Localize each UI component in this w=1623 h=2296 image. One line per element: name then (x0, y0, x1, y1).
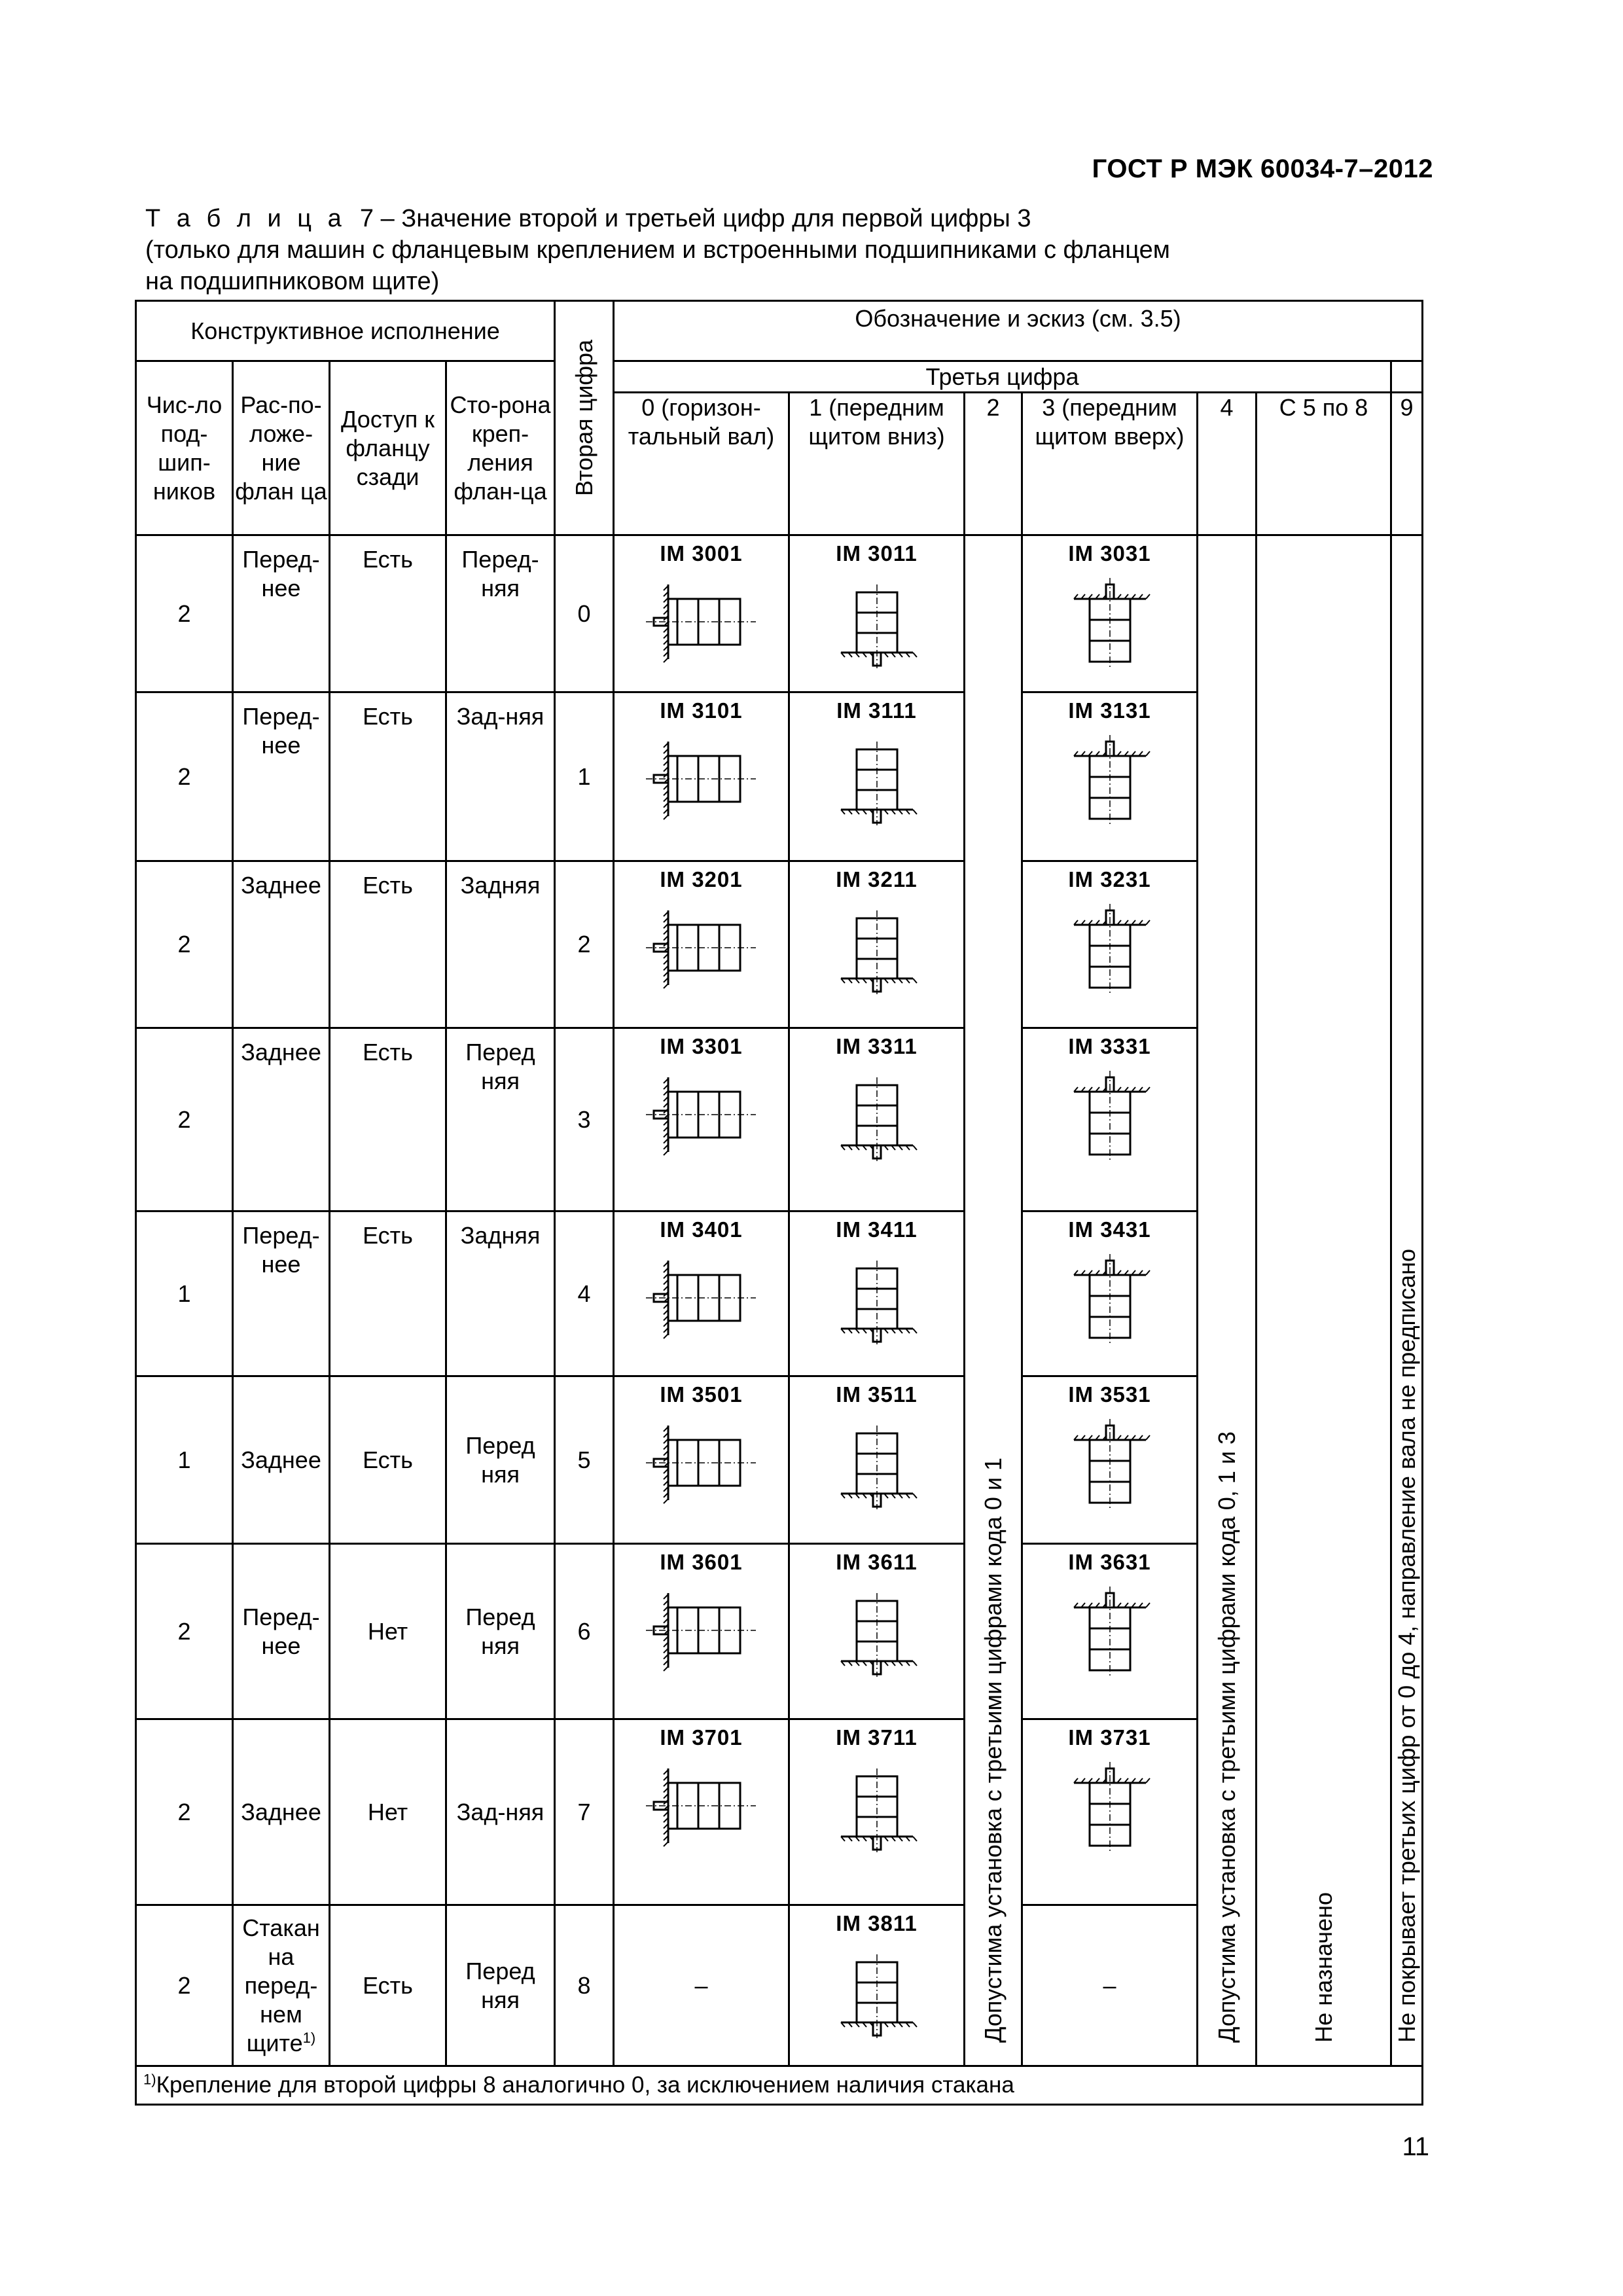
second-digit-cell: 3 (555, 1028, 614, 1211)
mounting-table (135, 300, 1423, 2106)
header-second-digit: Вторая цифра (555, 301, 614, 535)
vertical-flange-up-sketch-icon (1048, 1249, 1172, 1347)
page-number: 11 (1402, 2132, 1429, 2161)
vertical-flange-up-sketch-icon (1048, 1414, 1172, 1512)
vertical-flange-up-sketch-icon (1048, 1581, 1172, 1679)
designation-code: IM 3611 (836, 1550, 918, 1574)
fixing-side-cell: Задняя (446, 1211, 555, 1376)
designation-code: IM 3411 (836, 1217, 918, 1242)
horizontal-motor-sketch-icon (639, 899, 764, 997)
horizontal-motor-sketch-icon (639, 1757, 764, 1855)
designation-code: IM 3331 (1068, 1034, 1151, 1058)
sketch-cell-c3 (1022, 692, 1198, 861)
merged-col9 (1391, 535, 1423, 2066)
merged-col5to8 (1257, 535, 1391, 2066)
bearings-cell: 2 (136, 1544, 233, 1719)
sketch-cell-c3 (1022, 1211, 1198, 1376)
designation-code: IM 3531 (1068, 1382, 1151, 1407)
vertical-flange-down-sketch-icon (815, 899, 939, 997)
bearings-cell: 2 (136, 692, 233, 861)
flange-text: Заднее (241, 872, 321, 899)
sketch-cell-c3 (1022, 1028, 1198, 1211)
designation-code: IM 3511 (836, 1382, 918, 1407)
bearings-cell: 2 (136, 535, 233, 692)
header-third-digit: Третья цифра (614, 361, 1391, 393)
designation-code: IM 3631 (1068, 1550, 1151, 1574)
merged-col2 (965, 535, 1022, 2066)
header-col1: 1 (передним щитом вниз) (789, 393, 965, 535)
designation-code: IM 3131 (1068, 698, 1151, 723)
vertical-flange-up-sketch-icon (1048, 1066, 1172, 1164)
flange-text: Заднее (241, 1798, 321, 1825)
designation-code: IM 3101 (660, 698, 743, 723)
header-bearings: Чис-ло под-шип-ников (136, 361, 233, 535)
vertical-flange-down-sketch-icon (815, 1943, 939, 2041)
second-digit-cell: 8 (555, 1905, 614, 2066)
vertical-flange-up-sketch-icon (1048, 730, 1172, 828)
access-cell: Есть (330, 535, 446, 692)
sketch-cell-c1 (789, 1544, 965, 1719)
sketch-cell-c1 (789, 692, 965, 861)
designation-code: IM 3601 (660, 1550, 743, 1574)
sketch-cell-c3 (1022, 1719, 1198, 1905)
fixing-side-cell: Зад-няя (446, 1719, 555, 1905)
vertical-flange-down-sketch-icon (815, 1581, 939, 1679)
sketch-cell-c0 (614, 1719, 789, 1905)
horizontal-motor-sketch-icon (639, 730, 764, 828)
caption-subtitle-1: (только для машин с фланцевым креплением и встроенными подшипниками с фланцем (145, 236, 1170, 264)
merged-col9-text: Не покрывает третьих цифр от 0 до 4, направление вала не предписано (1393, 1249, 1420, 2043)
designation-code: IM 3401 (660, 1217, 743, 1242)
vertical-flange-down-sketch-icon (815, 1249, 939, 1347)
merged-col5to8-text: Не назначено (1310, 1892, 1337, 2043)
designation-code: IM 3731 (1068, 1725, 1151, 1749)
flange-cell (233, 1719, 330, 1905)
horizontal-motor-sketch-icon (639, 1581, 764, 1679)
horizontal-motor-sketch-icon (639, 1249, 764, 1347)
sketch-cell-c0: – (614, 1905, 789, 2066)
sketch-cell-c0 (614, 692, 789, 861)
sketch-cell-c3 (1022, 1544, 1198, 1719)
bearings-cell: 2 (136, 1905, 233, 2066)
sketch-cell-c3: – (1022, 1905, 1198, 2066)
header-col0: 0 (горизон-тальный вал) (614, 393, 789, 535)
fixing-side-cell: Перед-няя (446, 535, 555, 692)
second-digit-cell: 1 (555, 692, 614, 861)
flange-text: Перед-нее (242, 703, 320, 759)
second-digit-cell: 5 (555, 1376, 614, 1544)
vertical-flange-down-sketch-icon (815, 573, 939, 671)
table-row (136, 535, 1423, 692)
sketch-cell-c1 (789, 1028, 965, 1211)
access-cell: Нет (330, 1544, 446, 1719)
header-col9: 9 (1391, 393, 1423, 535)
standard-number: ГОСТ Р МЭК 60034-7–2012 (1092, 154, 1433, 183)
access-cell: Есть (330, 861, 446, 1028)
header-col3: 3 (передним щитом вверх) (1022, 393, 1198, 535)
vertical-flange-down-sketch-icon (815, 1066, 939, 1164)
sketch-cell-c0 (614, 1544, 789, 1719)
flange-cell (233, 1211, 330, 1376)
horizontal-motor-sketch-icon (639, 1414, 764, 1512)
designation-code: IM 3231 (1068, 867, 1151, 891)
designation-code: IM 3211 (836, 867, 918, 891)
designation-code: IM 3311 (836, 1034, 918, 1058)
flange-text: Перед-нее (242, 1222, 320, 1278)
designation-code: IM 3031 (1068, 541, 1151, 565)
sketch-cell-c1 (789, 1905, 965, 2066)
fixing-side-cell: Перед няя (446, 1905, 555, 2066)
sketch-cell-c3 (1022, 1376, 1198, 1544)
bearings-cell: 1 (136, 1376, 233, 1544)
fixing-side-cell: Задняя (446, 861, 555, 1028)
flange-cell (233, 861, 330, 1028)
sketch-cell-c0 (614, 1211, 789, 1376)
header-rear-access: Доступ к фланцу сзади (330, 361, 446, 535)
flange-text: Перед-нее (242, 546, 320, 601)
designation-code: IM 3201 (660, 867, 743, 891)
sketch-cell-c0 (614, 861, 789, 1028)
header-col4: 4 (1198, 393, 1257, 535)
fixing-side-cell: Перед няя (446, 1544, 555, 1719)
sketch-cell-c1 (789, 861, 965, 1028)
designation-code: IM 3501 (660, 1382, 743, 1407)
fixing-side-cell: Перед няя (446, 1028, 555, 1211)
second-digit-cell: 4 (555, 1211, 614, 1376)
access-cell: Есть (330, 1376, 446, 1544)
bearings-cell: 2 (136, 1719, 233, 1905)
second-digit-cell: 7 (555, 1719, 614, 1905)
sketch-cell-c3 (1022, 861, 1198, 1028)
second-digit-cell: 2 (555, 861, 614, 1028)
flange-cell (233, 1376, 330, 1544)
header-col2: 2 (965, 393, 1022, 535)
header-spacer (1391, 361, 1423, 393)
sketch-cell-c1 (789, 535, 965, 692)
flange-cell (233, 1544, 330, 1719)
designation-code: IM 3431 (1068, 1217, 1151, 1242)
designation-code: IM 3011 (836, 541, 918, 565)
sketch-cell-c0 (614, 1028, 789, 1211)
footnote-mark: 1) (302, 2029, 316, 2046)
flange-cell (233, 692, 330, 861)
flange-text: Стакан на перед-нем щите (242, 1914, 320, 2056)
header-fixing-side: Сто-рона креп-ления флан-ца (446, 361, 555, 535)
vertical-flange-down-sketch-icon (815, 730, 939, 828)
designation-code: IM 3301 (660, 1034, 743, 1058)
access-cell: Есть (330, 1028, 446, 1211)
vertical-flange-up-sketch-icon (1048, 1757, 1172, 1855)
flange-cell (233, 1028, 330, 1211)
table-footnote: $^{1)}$Крепление для второй цифры 8 аналогично 0, за исключением наличия стакана (136, 2066, 1423, 2105)
designation-code: IM 3711 (836, 1725, 918, 1749)
designation-code: IM 3001 (660, 541, 743, 565)
vertical-flange-up-sketch-icon (1048, 573, 1172, 671)
table-body (136, 535, 1423, 2066)
fixing-side-cell: Зад-няя (446, 692, 555, 861)
sketch-cell-c1 (789, 1719, 965, 1905)
horizontal-motor-sketch-icon (639, 1066, 764, 1164)
flange-cell (233, 1905, 330, 2066)
header-col5to8: С 5 по 8 (1257, 393, 1391, 535)
second-digit-cell: 0 (555, 535, 614, 692)
caption-subtitle-2: на подшипниковом щите) (145, 268, 440, 295)
bearings-cell: 1 (136, 1211, 233, 1376)
vertical-flange-up-sketch-icon (1048, 899, 1172, 997)
access-cell: Есть (330, 1905, 446, 2066)
vertical-flange-down-sketch-icon (815, 1414, 939, 1512)
access-cell: Есть (330, 1211, 446, 1376)
access-cell: Нет (330, 1719, 446, 1905)
designation-code: IM 3111 (836, 698, 917, 723)
flange-text: Перед-нее (242, 1603, 320, 1659)
header-design-group: Конструктивное исполнение (136, 301, 555, 361)
sketch-cell-c1 (789, 1211, 965, 1376)
sketch-cell-c0 (614, 1376, 789, 1544)
sketch-cell-c1 (789, 1376, 965, 1544)
sketch-cell-c3 (1022, 535, 1198, 692)
designation-code: IM 3811 (836, 1911, 918, 1935)
merged-col4 (1198, 535, 1257, 2066)
table-caption (145, 203, 1454, 297)
header-designation: Обозначение и эскиз (см. 3.5) (614, 301, 1423, 361)
fixing-side-cell: Перед няя (446, 1376, 555, 1544)
merged-col2-text: Допустима установка с третьими цифрами кода 0 и 1 (979, 1458, 1007, 2043)
bearings-cell: 2 (136, 861, 233, 1028)
designation-code: IM 3701 (660, 1725, 743, 1749)
flange-cell (233, 535, 330, 692)
second-digit-cell: 6 (555, 1544, 614, 1719)
vertical-flange-down-sketch-icon (815, 1757, 939, 1855)
merged-col4-text: Допустима установка с третьими цифрами кода 0, 1 и 3 (1213, 1431, 1240, 2043)
header-flange-position: Рас-по-ложе-ние флан ца (233, 361, 330, 535)
caption-title: 7 – Значение второй и третьей цифр для первой цифры 3 (359, 205, 1031, 232)
caption-label: Т а б л и ц а (145, 205, 346, 232)
bearings-cell: 2 (136, 1028, 233, 1211)
access-cell: Есть (330, 692, 446, 861)
flange-text: Заднее (241, 1446, 321, 1473)
horizontal-motor-sketch-icon (639, 573, 764, 671)
flange-text: Заднее (241, 1039, 321, 1066)
sketch-cell-c0 (614, 535, 789, 692)
